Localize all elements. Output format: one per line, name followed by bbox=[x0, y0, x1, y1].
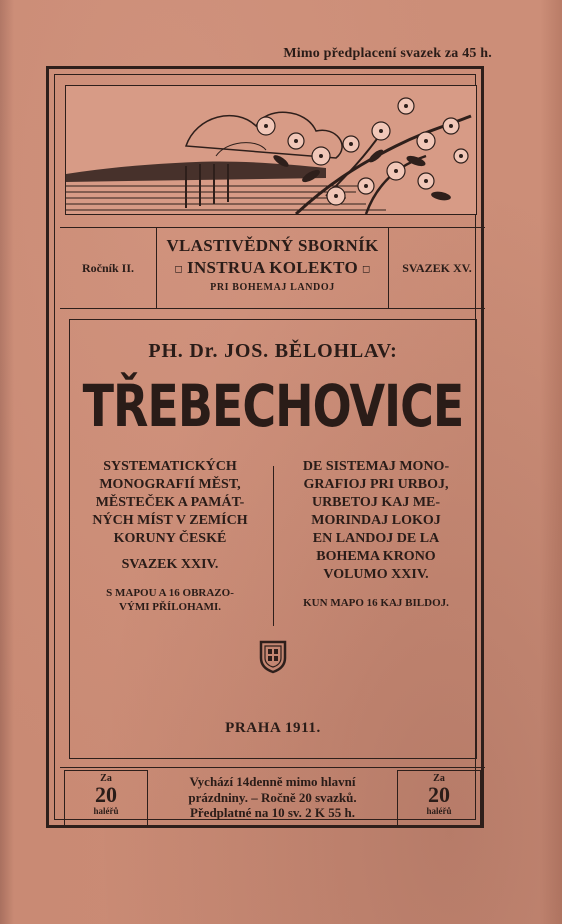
esperanto-line: BOHEMA KRONO bbox=[316, 549, 436, 564]
czech-volume: SVAZEK XXIV. bbox=[121, 557, 219, 572]
series-title-block bbox=[157, 228, 388, 308]
esperanto-note: KUN MAPO 16 KAJ BILDOJ. bbox=[303, 597, 449, 609]
author: PH. Dr. JOS. BĚLOHLAV: bbox=[148, 340, 398, 362]
czech-line: MONOGRAFIÍ MĚST, bbox=[99, 477, 241, 492]
czech-line: SYSTEMATICKÝCH bbox=[103, 459, 237, 474]
terms-line: prázdniny. – Ročně 20 svazků. bbox=[188, 789, 357, 805]
czech-line: NÝCH MÍST V ZEMÍCH bbox=[92, 513, 248, 528]
main-content-box bbox=[69, 319, 477, 759]
esperanto-line: DE SISTEMAJ MONO- bbox=[302, 459, 450, 474]
series-subtitle-small: PRI BOHEMAJ LANDOJ bbox=[210, 282, 335, 293]
header-row bbox=[60, 227, 485, 309]
czech-note-line: VÝMI PŘÍLOHAMI. bbox=[118, 601, 222, 613]
price-unit: haléřů bbox=[93, 806, 119, 816]
cover-frame-inner bbox=[54, 74, 476, 820]
price-amount: 20 bbox=[428, 782, 450, 807]
issue-label: SVAZEK XV. bbox=[388, 228, 485, 308]
bottom-row bbox=[60, 767, 485, 826]
square-mark-icon: ◻ bbox=[361, 263, 371, 275]
price-prefix: Za bbox=[100, 773, 112, 784]
czech-line: MĚSTEČEK A PAMÁT- bbox=[95, 495, 245, 510]
page-title: TŘEBECHOVICE bbox=[82, 372, 464, 440]
place-date: PRAHA 1911. bbox=[225, 720, 321, 736]
czech-description bbox=[74, 458, 266, 614]
cover-frame bbox=[46, 66, 484, 828]
esperanto-volume: VOLUMO XXIV. bbox=[323, 567, 429, 582]
price-box-left bbox=[64, 770, 148, 826]
coat-of-arms-emblem-icon bbox=[259, 640, 287, 674]
esperanto-line: URBETOJ KAJ ME- bbox=[311, 495, 441, 510]
czech-note bbox=[74, 586, 266, 614]
esperanto-line: EN LANDOJ DE LA bbox=[312, 531, 440, 546]
price-prefix: Za bbox=[433, 773, 445, 784]
esperanto-line: GRAFIOJ PRI URBOJ, bbox=[303, 477, 449, 492]
price-box-right bbox=[397, 770, 481, 826]
esperanto-line: MORINDAJ LOKOJ bbox=[311, 513, 441, 528]
price-unit: haléřů bbox=[426, 806, 452, 816]
terms-line: Předplatné na 10 sv. 2 K 55 h. bbox=[189, 805, 356, 820]
square-mark-icon: ◻ bbox=[174, 263, 184, 275]
series-subtitle-text: INSTRUA KOLEKTO bbox=[187, 258, 358, 277]
series-title: VLASTIVĚDNÝ SBORNÍK bbox=[166, 236, 379, 255]
terms-line: Vychází 14denně mimo hlavní bbox=[189, 774, 356, 789]
price-amount: 20 bbox=[95, 782, 117, 807]
subscription-note: Mimo předplacení svazek za 45 h. bbox=[283, 46, 492, 61]
year-label: Ročník II. bbox=[60, 228, 157, 308]
landscape-illustration-icon bbox=[65, 85, 477, 215]
series-subtitle bbox=[157, 258, 388, 278]
subscription-terms bbox=[152, 774, 393, 821]
czech-line: KORUNY ČESKÉ bbox=[113, 531, 227, 546]
czech-note-line: S MAPOU A 16 OBRAZO- bbox=[106, 587, 234, 599]
column-divider bbox=[273, 466, 274, 626]
esperanto-description bbox=[280, 458, 472, 610]
